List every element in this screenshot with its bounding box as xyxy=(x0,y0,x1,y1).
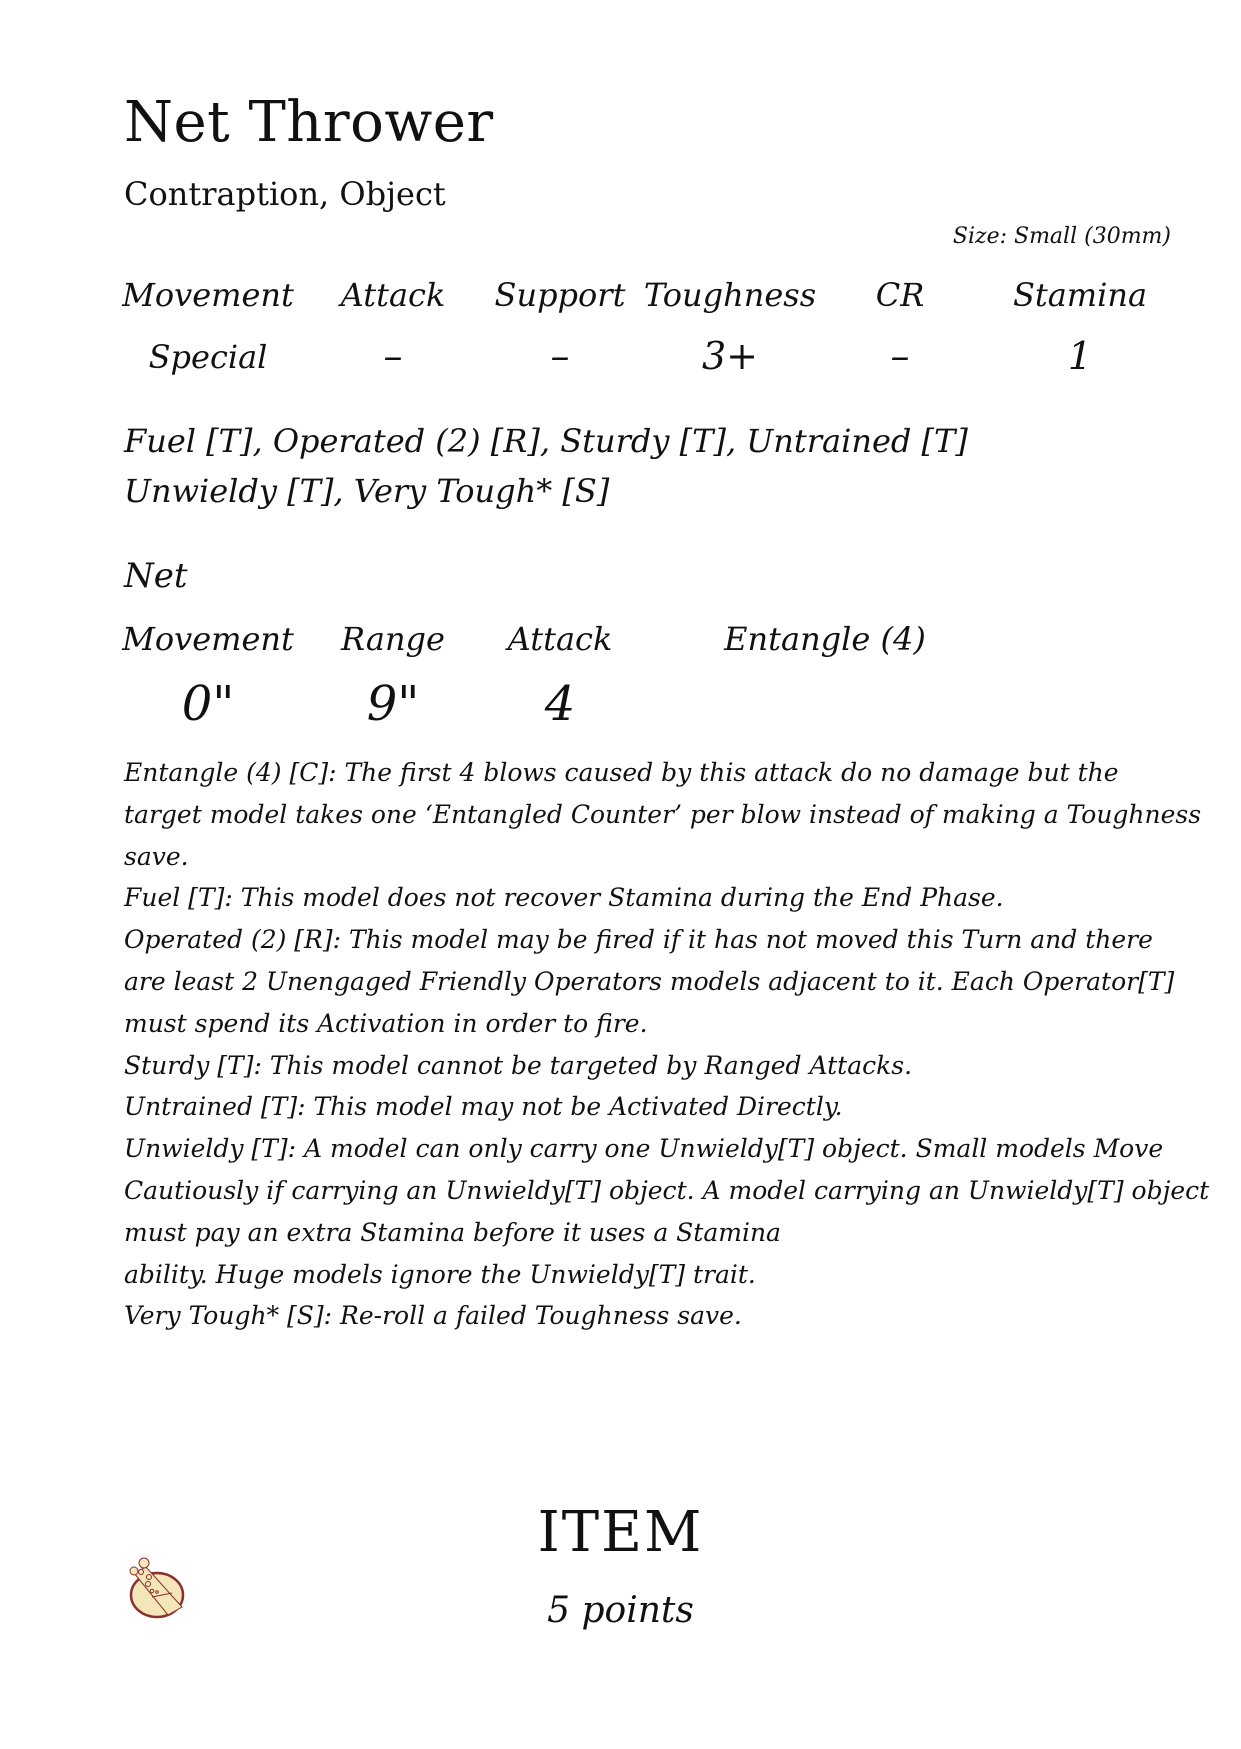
card-points: 5 points xyxy=(547,1590,694,1631)
rules-line: save. xyxy=(124,841,189,871)
stat-values xyxy=(0,334,1241,384)
rules-line: Cautiously if carrying an Unwieldy[T] object. A model carrying an Unwieldy[T] object xyxy=(124,1175,1210,1205)
rules-line: Sturdy [T]: This model cannot be targeted by Ranged Attacks. xyxy=(124,1050,913,1080)
stat-header-cr: CR xyxy=(875,276,925,314)
rules-line: must spend its Activation in order to fire. xyxy=(124,1008,648,1038)
stat-value-attack: – xyxy=(383,334,403,378)
weapon-header-range: Range xyxy=(341,620,445,658)
rules-line: Untrained [T]: This model may not be Activated Directly. xyxy=(124,1092,843,1122)
stat-value-stamina: 1 xyxy=(1067,334,1093,378)
rules-line: must pay an extra Stamina before it uses a Stamina xyxy=(124,1217,781,1247)
weapon-values xyxy=(0,676,1241,732)
rules-line: Operated (2) [R]: This model may be fired if it has not moved this Turn and there xyxy=(124,925,1153,955)
card-size: Size: Small (30mm) xyxy=(952,224,1171,249)
card-category: ITEM xyxy=(537,1500,704,1565)
stat-header-movement: Movement xyxy=(122,276,294,314)
stat-header-toughness: Toughness xyxy=(643,276,817,314)
stat-value-cr: – xyxy=(890,334,910,378)
rules-line: ability. Huge models ignore the Unwieldy[T] trait. xyxy=(124,1259,756,1289)
rules-line: Unwieldy [T]: A model can only carry one Unwieldy[T] object. Small models Move xyxy=(124,1134,1164,1164)
stat-header-support: Support xyxy=(494,276,626,314)
stat-header-stamina: Stamina xyxy=(1012,276,1148,314)
trait-line-2: Unwieldy [T], Very Tough* [S] xyxy=(124,472,610,510)
rules-line: Entangle (4) [C]: The first 4 blows caused by this attack do no damage but the xyxy=(124,758,1119,787)
weapon-value-range: 9" xyxy=(366,676,420,732)
stat-header-attack: Attack xyxy=(340,276,446,314)
stat-value-toughness: 3+ xyxy=(701,334,759,378)
rules-line: target model takes one ‘Entangled Counter’ per blow instead of making a Toughness xyxy=(124,799,1202,829)
trait-line-1: Fuel [T], Operated (2) [R], Sturdy [T], Untrained [T] xyxy=(124,422,968,460)
weapon-name: Net xyxy=(124,556,188,596)
weapon-headers xyxy=(0,620,1241,670)
stat-value-movement: Special xyxy=(148,338,268,376)
card-keywords: Contraption, Object xyxy=(124,175,446,213)
trait-list xyxy=(124,416,968,516)
stat-headers xyxy=(0,276,1241,326)
stat-value-support: – xyxy=(550,334,570,378)
weapon-value-attack: 4 xyxy=(544,676,576,732)
rules-line: Very Tough* [S]: Re-roll a failed Toughness save. xyxy=(124,1301,742,1331)
card-title: Net Thrower xyxy=(124,90,494,155)
rules-line: Fuel [T]: This model does not recover Stamina during the End Phase. xyxy=(124,883,1004,913)
rules-text xyxy=(124,752,1210,1337)
weapon-header-entangle: Entangle (4) xyxy=(724,620,926,658)
rules-line: are least 2 Unengaged Friendly Operators models adjacent to it. Each Operator[T] xyxy=(124,966,1175,996)
weapon-value-movement: 0" xyxy=(181,676,235,732)
weapon-header-movement: Movement xyxy=(122,620,294,658)
weapon-header-attack: Attack xyxy=(507,620,613,658)
